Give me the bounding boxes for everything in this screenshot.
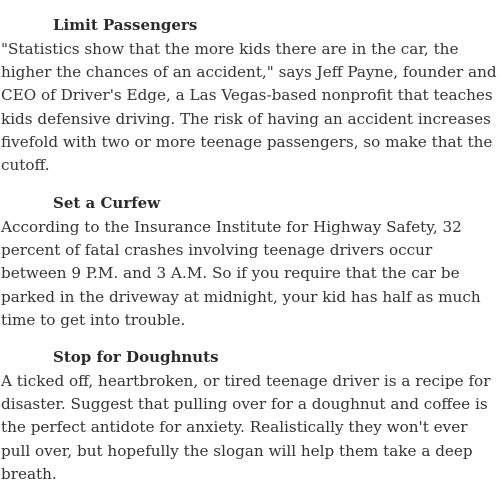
section-set-a-curfew [0, 192, 502, 332]
section-body: According to the Insurance Institute for Highway Safety, 32 percent of fatal crashes involving teenage drivers occur between 9 P.M. and 3 A.M. So if you require that the car be parked in the driveway at midnight, your kid has half as much time to get into trouble. [1, 218, 481, 329]
section-heading: Set a Curfew [53, 194, 161, 212]
section-heading: Stop for Doughnuts [53, 348, 219, 366]
section-stop-for-doughnuts [0, 346, 502, 486]
section-body: A ticked off, heartbroken, or tired teenage driver is a recipe for disaster. Suggest that pulling over for a doughnut and coffee is the perfect antidote for anxiety. Realistically they won't ever pull over, but hopefully the slogan will help them take a deep breath. [1, 372, 491, 483]
section-limit-passengers [0, 14, 502, 177]
section-body: "Statistics show that the more kids there are in the car, the higher the chances of an accident," says Jeff Payne, founder and CEO of Driver's Edge, a Las Vegas-based nonprofit that teaches kids defensive driving. The risk of having an accident increases fivefold with two or more teenage passengers, so make that the cutoff. [1, 40, 497, 175]
section-heading: Limit Passengers [53, 16, 198, 34]
